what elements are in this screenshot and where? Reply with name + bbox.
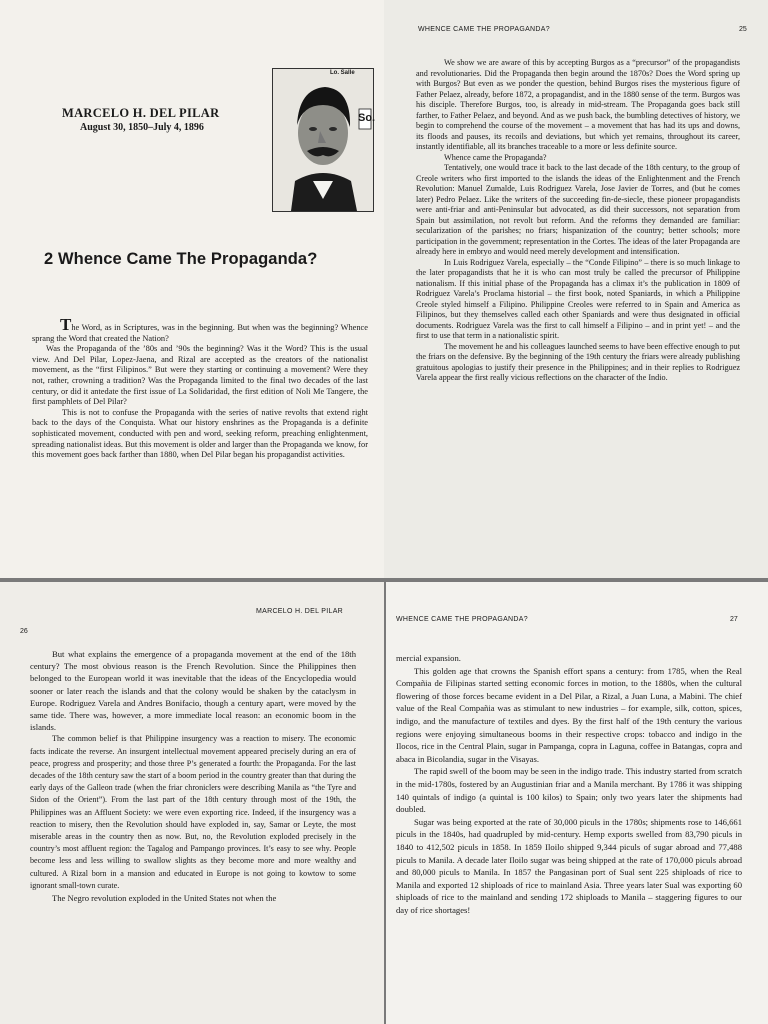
paragraph: Was the Propaganda of the ’80s and ’90s the beginning? Was it the Word? This is the usual view. And Del Pilar, Lopez-Jaena, and Rizal are accepted as the creators of the nationalist movement, as the “first Filipinos.” But were they starting or continuing a movement? Were they not, rather, crowning a tradition? Was the Propaganda limited to the final two decades of the last century, or did it antedate the first issue of La Solidaridad, the first edition of Noli Me Tangere, the first pamphlets of Del Pilar?	[32, 344, 368, 407]
page-25	[384, 0, 768, 578]
running-head: MARCELO H. DEL PILAR	[256, 608, 344, 615]
page-25-body	[416, 58, 740, 384]
portrait-label-top: Lo. Salle	[330, 70, 355, 76]
page-26	[0, 582, 384, 1024]
paragraph: In Luis Rodriguez Varela, especially – the “Conde Filipino” – there is so much linkage to the later propagandists that he it is who can most truly be called the precursor of Philippine nationalism. If this initial phase of the Propaganda has a climax it’s the publication in 1809 of Rodriguez Varela’s Proclama historial – the first book, noted Spaniards, in which a Philippine Creole styled himself a Filipino. Philippine Creoles were referred to in Spain and America as Filipinos, but they themselves called each other Spaniards and were thus designated in official documents. Rodriguez Varela was the first to call himself a Filipino – and in print yet! – and the first to use that term in a nationalistic spirit.	[416, 257, 740, 340]
page-27-body	[396, 652, 742, 916]
paragraph: This is not to confuse the Propaganda with the series of native revolts that extend right back to the days of the Conquista. What our history enshrines as the Propaganda is a definite sophisticated movement, conducted with pen and word, seeking reform, preaching enlightenment, spreading nationalist ideas. But this movement is older and larger than the Propaganda we know, for this movement goes back farther than 1880, when Del Pilar began his propagandist activities.	[32, 407, 368, 460]
page-26-body	[30, 648, 356, 904]
running-head: WHENCE CAME THE PROPAGANDA?	[396, 616, 528, 623]
page-number: 26	[20, 628, 28, 635]
paragraph: The rapid swell of the boom may be seen in the indigo trade. This industry started from scratch in the mid-1780s, fostered by an Augustinian friar and a Manila merchant. By 1786 it was shipping 140 quintals of indigo (a quintal is 100 kilos) to Spain; only two years later the shipments had doubled.	[396, 766, 742, 815]
page-24-body	[32, 315, 368, 461]
portrait-photo	[272, 68, 374, 212]
author-name: MARCELO H. DEL PILAR	[62, 106, 220, 120]
drop-cap: T	[60, 315, 72, 334]
paragraph: Sugar was being exported at the rate of 30,000 piculs in the 1780s; shipments rose to 146,661 piculs in the 1840s, had quadrupled by mid-century. Hemp exports swelled from 83,790 piculs in 1840 to 412,502 piculs in 1858. In 1859 Iloilo shipped 9,344 piculs of sugar abroad and 77,488 piculs to Manila. A decade later Iloilo sugar was being shipped at the rate of 170,000 piculs abroad and 80,000 piculs to Manila. In 1857 the Pangasinan port of Sual sent 225 shiploads of rice to Manila and exported 12 shiploads of rice to mainland Asia. Three years later Sual was exporting 60 shiploads of rice to the mainland and sending 172 shiploads to Manila – staggering figures to our day of rice shortages!	[396, 816, 742, 915]
paragraph: The Negro revolution exploded in the United States not when the	[52, 893, 277, 904]
paragraph: The common belief is that Philippine insurgency was a reaction to misery. The economic facts indicate the reverse. An insurgent intellectual movement appeared precisely during an era of peace, progress and prosperity; and those three P’s generated a fourth: the Propaganda. For the last decades of the 18th century saw the start of a boom period in the country greater than that during the early days of the Galleon trade (when the friar chroniclers were describing Manila as “the Tyre and Sidon of the Orient”). From the last part of the 18th century through most of the 19th, the Philippines was an Affluent Society: we were even exporting rice. Indeed, if the insurgency was a reaction to misery, then the Revolution should have exploded in, say, Samar or Leyte, the most miserable areas in the country then as now. But, no, the Revolution exploded precisely in the country’s most affluent region: the Tagalog and Pampango provinces. It’s easy to see why. People become less and less willing to swallow slights as they become more and more wealthy and cultured. A Rizal born in a mansion and educated in Europe is not going to kowtow to some ignorant small-town curate.	[30, 734, 356, 890]
page-number: 27	[730, 616, 738, 623]
paragraph: Whence came the Propaganda?	[444, 152, 547, 162]
page-27	[386, 582, 768, 1024]
chapter-title: 2 Whence Came The Propaganda?	[44, 250, 318, 268]
lead-line: mercial expansion.	[396, 653, 461, 663]
portrait-illustration	[273, 69, 376, 211]
paragraph: he Word, as in Scriptures, was in the beginning. But when was the beginning? Whence sprang the Word that created the Nation?	[32, 323, 368, 343]
paragraph: We show we are aware of this by accepting Burgos as a “precursor” of the propagandists and revolutionaries. Did the Propaganda then begin around the 1870s? Does the Word spring up with Burgos? But even as we ponder the question, behind Burgos rises the mysterious figure of Father Pelaez, already, before 1872, a propagandist, and in the 1880 sense of the term. Burgos was his disciple. Therefore Burgos, too, is already in mid-stream. The Propaganda goes back still farther, to Father Pelaez, and beyond. And as we push back, the bumbling detectives of history, we begin to comprehend the course of the movement – a movement that has had its ups and downs, its floods and pauses, its recoils and deviations, but which yet remains, throughout its career, instantly identifiable, all its branches traceable to a more or less definite source.	[416, 58, 740, 151]
paragraph: This golden age that crowns the Spanish effort spans a century: from 1785, when the Real Compañia de Filipinas started setting economic forces in motion, to the 1880s, when the cultural flowering of those forces became evident in a Del Pilar, a Rizal, a Juan Luna, a Mabini. The chief value of the Real Compañia was as stimulant to new industries – for example, silk, cotton, spices, indigo, and the manufacture of textiles and dyes. By the first half of the 19th century the various regions were enjoying simultaneous booms in their respective crops: tobacco and indigo in the Ilocos, rice in the Central Plain, sugar in Pampanga, copra in Laguna, coffee in Batangas, copra and abaca in Bicolandia, sugar in the Visayas.	[396, 665, 742, 764]
author-dates: August 30, 1850–July 4, 1896	[80, 122, 204, 133]
page-number: 25	[739, 26, 747, 33]
running-head: WHENCE CAME THE PROPAGANDA?	[418, 26, 550, 33]
paragraph: But what explains the emergence of a propaganda movement at the end of the 18th century? The most obvious reason is the French Revolution. Since the Philippines then belonged to the European world it was inevitable that the ideas of the Encyclopedia would sooner or later reach the islands and that the colony would be shaken by the cataclysm in Europe. Rodriguez Varela and Andres Bonifacio, though a century apart, were moved by the same tide. There was, however, a more immediate local reason: an economic boom in the islands.	[30, 649, 356, 733]
page-24	[0, 0, 384, 578]
paragraph: The movement he and his colleagues launched seems to have been effective enough to put the friars on the defensive. By the beginning of the 19th century the friars were already publishing gratuitous apologias to justify their presence in the Philippines; and in their replies to Rodriguez Varela appear the first really vicious reflections on the character of the Indio.	[416, 341, 740, 382]
paragraph: Tentatively, one would trace it back to the last decade of the 18th century, to the group of Creole writers who first imported to the islands the ideas of the Enlightenment and the French Revolution: Manuel Zumalde, Luis Rodriguez Varela, Jose Javier de Torres, and (but he comes later) Pedro Pelaez. Like the writers of the succeeding fin-de-siecle, these pioneer propagandists were anti-friar and anti-Peninsular but advocated, as did their successors, not separation from Spain but assimilation, not revolt but reform. And the reforms they demanded are familiar: secularization of the parishes; no friars; hispanization of the country; better schools; more participation in the government; representation in the Cortes. The ideas of the later Propaganda are already here in embryo and would need merely development and intensification.	[416, 163, 740, 256]
portrait-label-side: So.	[358, 112, 376, 124]
